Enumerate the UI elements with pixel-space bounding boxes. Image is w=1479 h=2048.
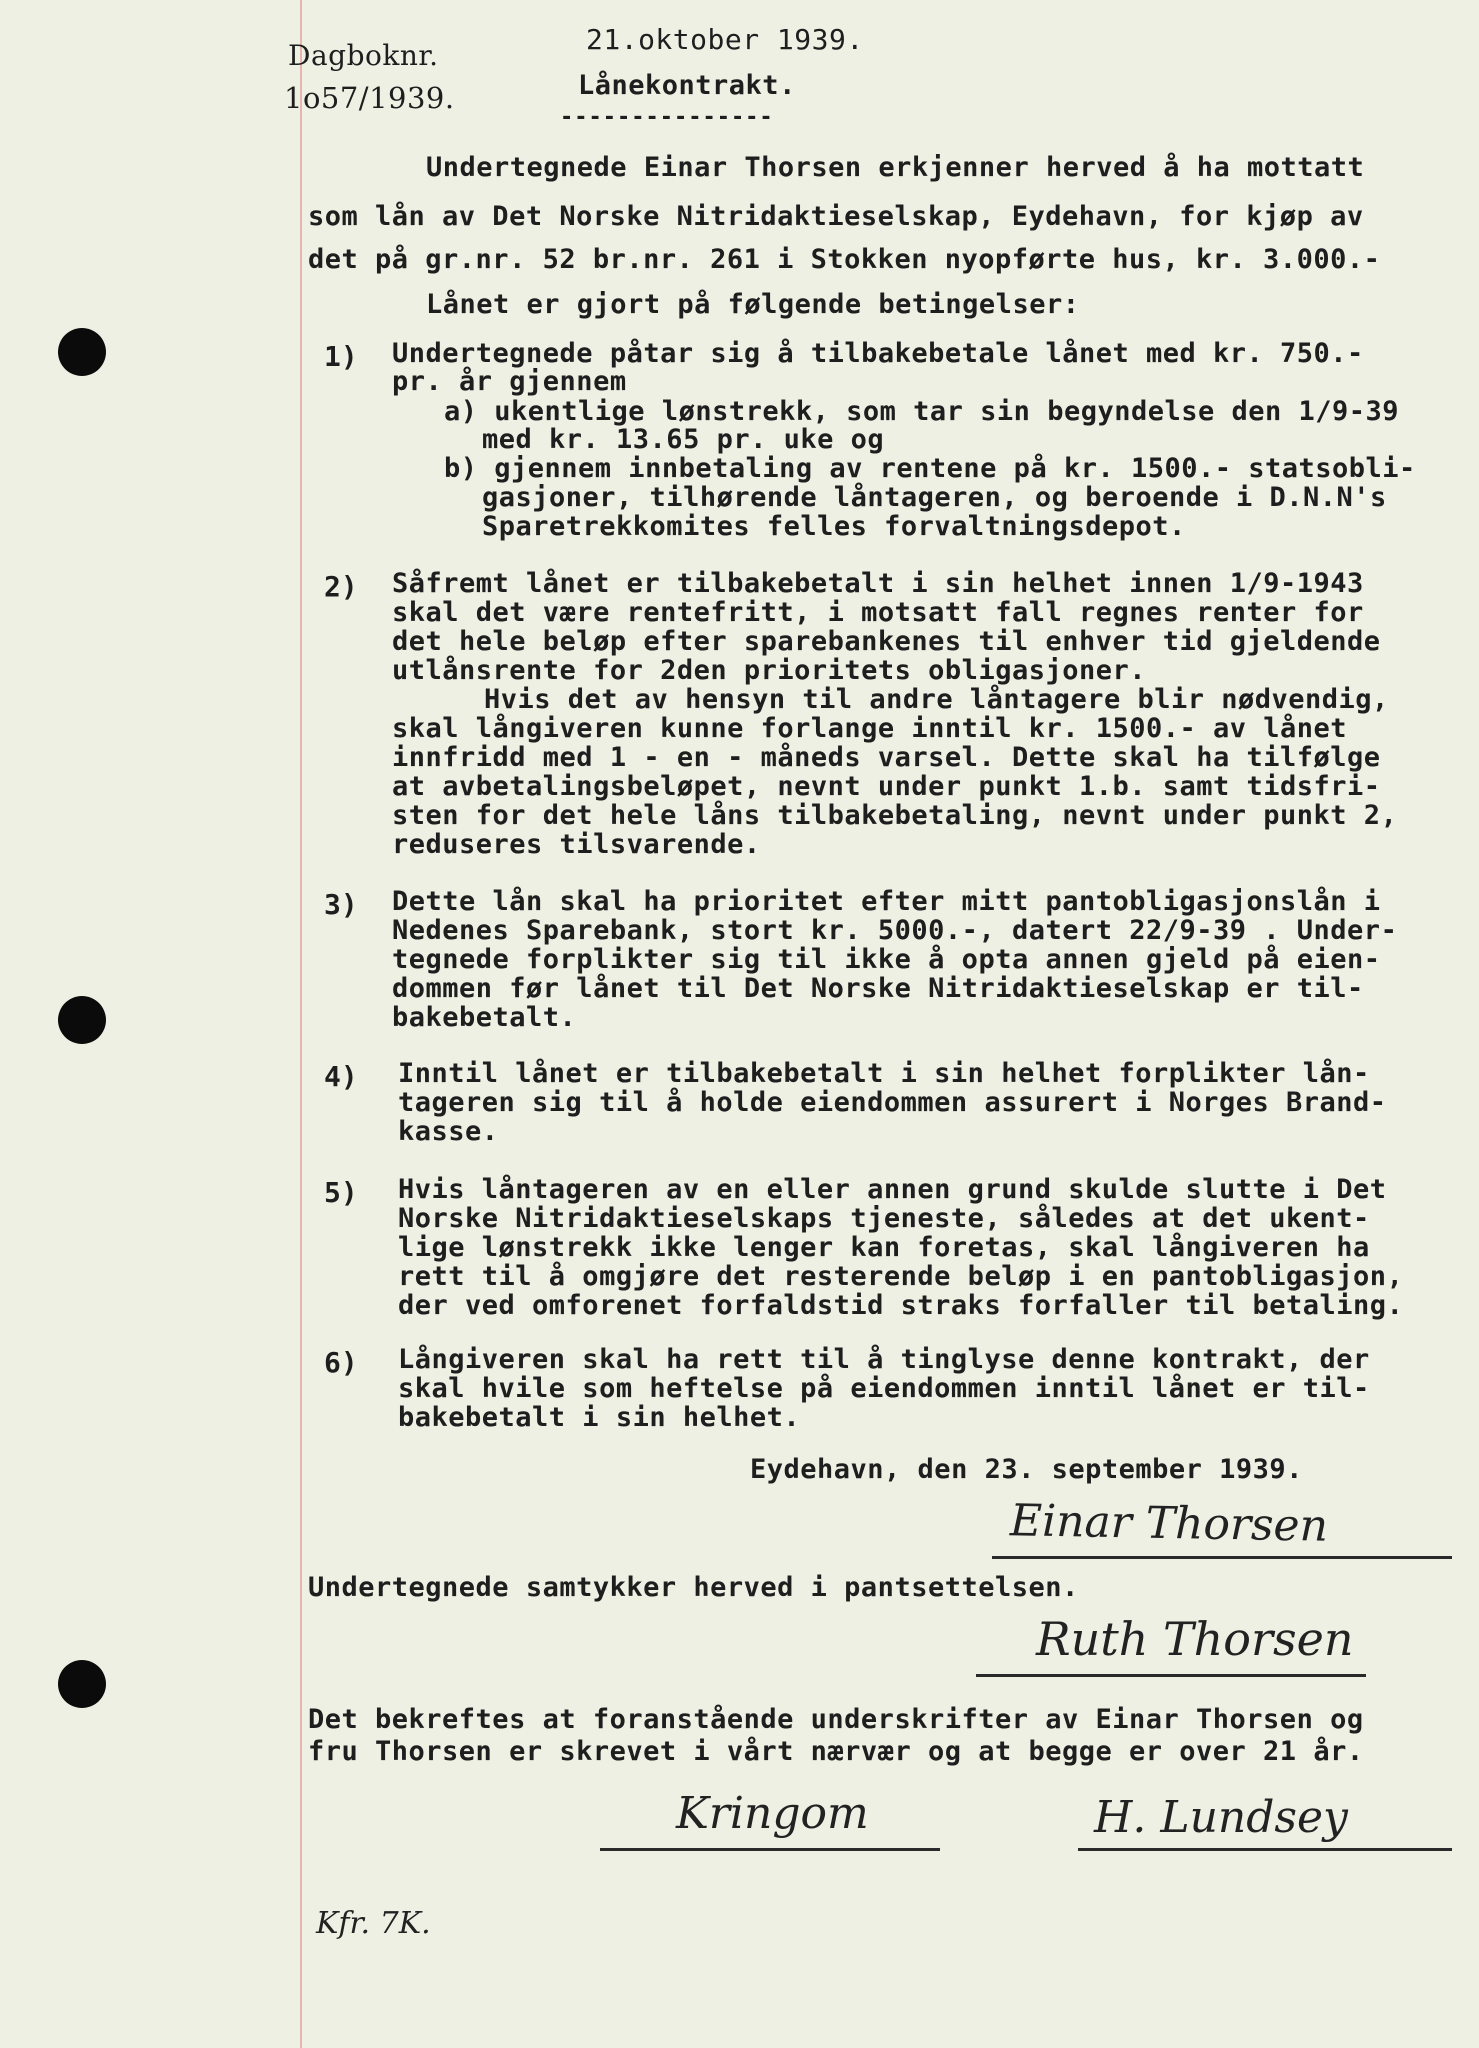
document-title: Lånekontrakt. xyxy=(578,70,796,101)
clause-line: tageren sig til å holde eiendommen assurert i Norges Brand- xyxy=(398,1087,1387,1118)
title-underline: --------------- xyxy=(560,105,774,130)
signature-line xyxy=(976,1674,1366,1677)
clause-line: dommen før lånet til Det Norske Nitridaktieselskap er til- xyxy=(392,973,1364,1004)
clause-number: 1) xyxy=(324,340,358,373)
intro-conditions: Lånet er gjort på følgende betingelser: xyxy=(426,289,1080,320)
clause-line: lige lønstrekk ikke lenger kan foretas, skal långiveren ha xyxy=(398,1232,1370,1263)
witness-1-signature: Kringom xyxy=(676,1788,869,1839)
clause-number: 3) xyxy=(324,888,358,921)
place-date: Eydehavn, den 23. september 1939. xyxy=(750,1454,1303,1485)
clause-number: 6) xyxy=(324,1346,358,1379)
clause-number: 2) xyxy=(324,570,358,603)
clause-line: b) gjennem innbetaling av rentene på kr. 1500.- statsobli- xyxy=(444,453,1416,484)
witness-text: fru Thorsen er skrevet i vårt nærvær og at begge er over 21 år. xyxy=(308,1736,1364,1767)
clause-line: med kr. 13.65 pr. uke og xyxy=(482,424,885,455)
witness-2-signature: H. Lundsey xyxy=(1094,1792,1348,1843)
clause-line: Sparetrekkomites felles forvaltningsdepot. xyxy=(482,511,1186,542)
borrower-signature: Einar Thorsen xyxy=(1009,1495,1329,1552)
punch-hole xyxy=(58,996,106,1044)
clause-line: Såfremt lånet er tilbakebetalt i sin helhet innen 1/9-1943 xyxy=(392,568,1364,599)
clause-line: sten for det hele låns tilbakebetaling, nevnt under punkt 2, xyxy=(392,800,1398,831)
signature-line xyxy=(600,1848,940,1851)
clause-line: Nedenes Sparebank, stort kr. 5000.-, datert 22/9-39 . Under- xyxy=(392,915,1398,946)
intro-line: som lån av Det Norske Nitridaktieselskap, Eydehavn, for kjøp av xyxy=(308,201,1364,232)
witness-text: Det bekreftes at foranstående underskrifter av Einar Thorsen og xyxy=(308,1704,1364,1735)
spouse-signature: Ruth Thorsen xyxy=(1036,1612,1354,1666)
clause-line: Inntil lånet er tilbakebetalt i sin helhet forplikter lån- xyxy=(398,1058,1370,1089)
clause-line: Hvis låntageren av en eller annen grund skulde slutte i Det xyxy=(398,1174,1387,1205)
clause-line: at avbetalingsbeløpet, nevnt under punkt 1.b. samt tidsfri- xyxy=(392,771,1381,802)
clause-line: bakebetalt. xyxy=(392,1002,577,1033)
clause-line: Hvis det av hensyn til andre låntagere blir nødvendig, xyxy=(484,684,1389,715)
footer-note: Kfr. 7K. xyxy=(316,1906,431,1941)
intro-line: det på gr.nr. 52 br.nr. 261 i Stokken nyopførte hus, kr. 3.000.- xyxy=(308,244,1381,275)
clause-line: reduseres tilsvarende. xyxy=(392,829,761,860)
clause-line: skal långiveren kunne forlange inntil kr. 1500.- av lånet xyxy=(392,713,1348,744)
journal-number: 1o57/1939. xyxy=(284,81,455,115)
signature-line xyxy=(1078,1848,1452,1851)
clause-line: skal det være rentefritt, i motsatt fall regnes renter for xyxy=(392,597,1364,628)
consent-text: Undertegnede samtykker herved i pantsettelsen. xyxy=(308,1572,1079,1603)
clause-line: tegnede forplikter sig til ikke å opta annen gjeld på eien- xyxy=(392,944,1381,975)
intro-line: Undertegnede Einar Thorsen erkjenner herved å ha mottatt xyxy=(426,152,1365,183)
document-date: 21.oktober 1939. xyxy=(586,23,864,56)
clause-line: a) ukentlige lønstrekk, som tar sin begyndelse den 1/9-39 xyxy=(444,396,1400,427)
journal-label: Dagboknr. xyxy=(288,39,439,72)
margin-line xyxy=(300,0,302,2048)
clause-line: Dette lån skal ha prioritet efter mitt pantobligasjonslån i xyxy=(392,886,1381,917)
clause-line: Långiveren skal ha rett til å tinglyse denne kontrakt, der xyxy=(398,1344,1370,1375)
clause-line: Norske Nitridaktieselskaps tjeneste, således at det ukent- xyxy=(398,1203,1370,1234)
clause-line: utlånsrente for 2den prioritets obligasjoner. xyxy=(392,655,1146,686)
clause-line: gasjoner, tilhørende låntageren, og beroende i D.N.N's xyxy=(482,482,1387,513)
clause-line: pr. år gjennem xyxy=(392,366,627,397)
clause-line: Undertegnede påtar sig å tilbakebetale lånet med kr. 750.- xyxy=(392,338,1364,369)
clause-line: det hele beløp efter sparebankenes til enhver tid gjeldende xyxy=(392,626,1381,657)
clause-number: 5) xyxy=(324,1176,358,1209)
clause-line: bakebetalt i sin helhet. xyxy=(398,1402,801,1433)
punch-hole xyxy=(58,328,106,376)
punch-hole xyxy=(58,1660,106,1708)
signature-line xyxy=(992,1556,1452,1559)
clause-line: skal hvile som heftelse på eiendommen inntil lånet er til- xyxy=(398,1373,1370,1404)
clause-line: kasse. xyxy=(398,1116,499,1147)
clause-line: innfridd med 1 - en - måneds varsel. Dette skal ha tilfølge xyxy=(392,742,1381,773)
clause-line: der ved omforenet forfaldstid straks forfaller til betaling. xyxy=(398,1290,1404,1321)
clause-number: 4) xyxy=(324,1060,358,1093)
clause-line: rett til å omgjøre det resterende beløp i en pantobligasjon, xyxy=(398,1261,1404,1292)
